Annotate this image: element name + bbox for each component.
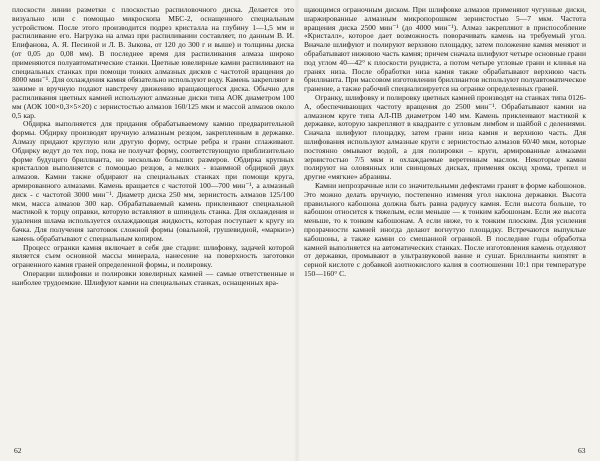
page-gutter [294,0,300,461]
paragraph: щающимся ограночным диском. При шлифовке алмазов применяют чугунные диски, шаржированные алмазным микропорошком зернистостью 5—7 мкм. Частота вращения диска 2500 мин⁻¹ (до 4000 мин⁻¹). Алмаз закрепляют в приспособление «Кристалл», которое дает возможность поворачивать камень на требуемый угол. Вначале шлифуют и полируют верхнюю площадку, затем положение камня меняют и обрабатывают нижнюю часть камня; причем сначала шлифуют четыре основные грани под углом 40—42° к плоскости рундиста, а потом четыре угловые грани и клинья на гранях низа. После обработки низа камня также обрабатывают верхнюю часть бриллианта. При массовом изготовлении бриллиантов используют полуавтоматическое гранение, а также рабочий специализируется на огранке определенных граней. [304,6,586,94]
paragraph: Процесс огранки камня включает в себя две стадии: шлифовку, задачей которой является съем основной массы минерала, нанесение на поверхность заготовки ограненного камня граней определенной формы, и полировку. [12,242,294,270]
paragraph: Операции шлифовки и полировки ювелирных камней — самые ответственные и наиболее трудоемкие. Шлифуют камни на специальных станках, оснащенных вра- [12,268,294,287]
left-page [12,6,294,446]
right-page [304,6,586,446]
left-page-number: 62 [14,446,22,455]
paragraph: плоскости линии разметки с плоскостью распиловочного диска. Делается это визуально или с помощью микроскопа МБС-2, оснащенного специальным устройством. После этого производится подрез кристалла на глубину 1—1,5 мм и распиливание его. Нагрузка на алмаз при распиливании составляет, по данным В. И. Епифанова, А. Я. Песиной и Л. В. Зыкова, от 120 до 300 г и выше) и толщины диска (от 0,05 до 0,08 мм). В последнее время для распиливания алмаза широко применяются полуавтоматические станки. Цветные ювелирные камни распиливают на специальных станках при помощи тонких алмазных дисков с частотой вращения до 8000 мин⁻¹. Для охлаждения камня обязательно используют воду. Камень закрепляют в зажиме и вручную подают навстречу движению вращающегося диска. Обычно для распиливания цветных камней используют алмазные диски типа АОК диаметром 100 мм (АОК 100×0,3×5×20) с зернистостью алмазов 160/125 мкм и массой алмазов около 0,5 кар. [12,6,294,120]
paragraph: Обдирка выполняется для придания обрабатываемому камню предварительной формы. Обдирку производят вручную алмазным резцом, закрепленным в державке. Алмазу придают круглую или другую форму, острые ребра и грани сглаживают. Обдирку ведут до тех пор, пока не получат форму, соответствующую приблизительно форме будущего бриллианта, но несколько больших размеров. Обдирка крупных кристаллов выполняется с помощью резцов, а мелких - взаимной обдиркой двух алмазов. Камни также обдирают на специальных станках при помощи круга, армированного алмазами. Камень вращается с частотой 100—700 мин⁻¹, а алмазный диск - с частотой 3000 мин⁻¹. Диаметр диска 250 мм, зернистость алмазов 125/100 мкм, масса алмазов 300 кар. Обрабатываемый камень приклеивают специальной мастикой к торцу оправки, которую вставляют в шпиндель станка. Для охлаждения и удаления шлама используется охлаждающая жидкость, которая поступает к кругу из бачка. Для получения заготовок сложной формы (овальной, грушевидной, «маркиз») камень обрабатывают с специальным копиром. [12,119,294,243]
paragraph: Камни непрозрачные или со значительными дефектами гранят в форме кабошонов. Это можно делать вручную, постепенно изменяя угол наклона державки. Высота правильного кабошона должна быть равна радиусу камня. Если высота больше, то кабошон относится к тяжелым, если меньше — к тонким кабошонам. Если же высота меньше, то к тонким кабошонам. А если ниже, то к тонким плоским. Для усиления прозрачности камней иногда делают вогнутую площадку. Встречаются выпуклые кабошоны, а также камни со смешанной огранкой. В последние годы обработка камней выполняется на автоматических станках. После изготовления камень отделяют от державки, промывают в ультразвуковой ванне и сушат. Бриллианты кипятят в серной кислоте с добавкой азотнокислого калия в соотношении 10:1 при температуре 150—160° С. [304,180,586,278]
right-page-number: 63 [578,446,586,455]
paragraph: Огранку, шлифовку и полировку цветных камней производят на станках типа 0126-А, обеспечивающих частоту вращения до 2500 мин⁻¹. Обрабатывают камни на алмазном круге типа АЛ-ПВ диаметром 140 мм. Камень приклеивают мастикой к державке, которую закрепляют в квадранте с угловым лимбом и шайбой с делениями. Сначала шлифуют площадку, затем грани низа камня и верхнюю часть. Для шлифования используют алмазные круги с зернистостью алмазов 60/40 мкм, которые постоянно омывают водой, а для полировки – круги, армированные алмазами зернистостью 7/5 мкм и охлаждаемые веретенным маслом. Некоторые камни полируют на оловянных или свинцовых дисках, применяя оксид хрома, трепел и другие «мягкие» абразивы. [304,92,586,182]
